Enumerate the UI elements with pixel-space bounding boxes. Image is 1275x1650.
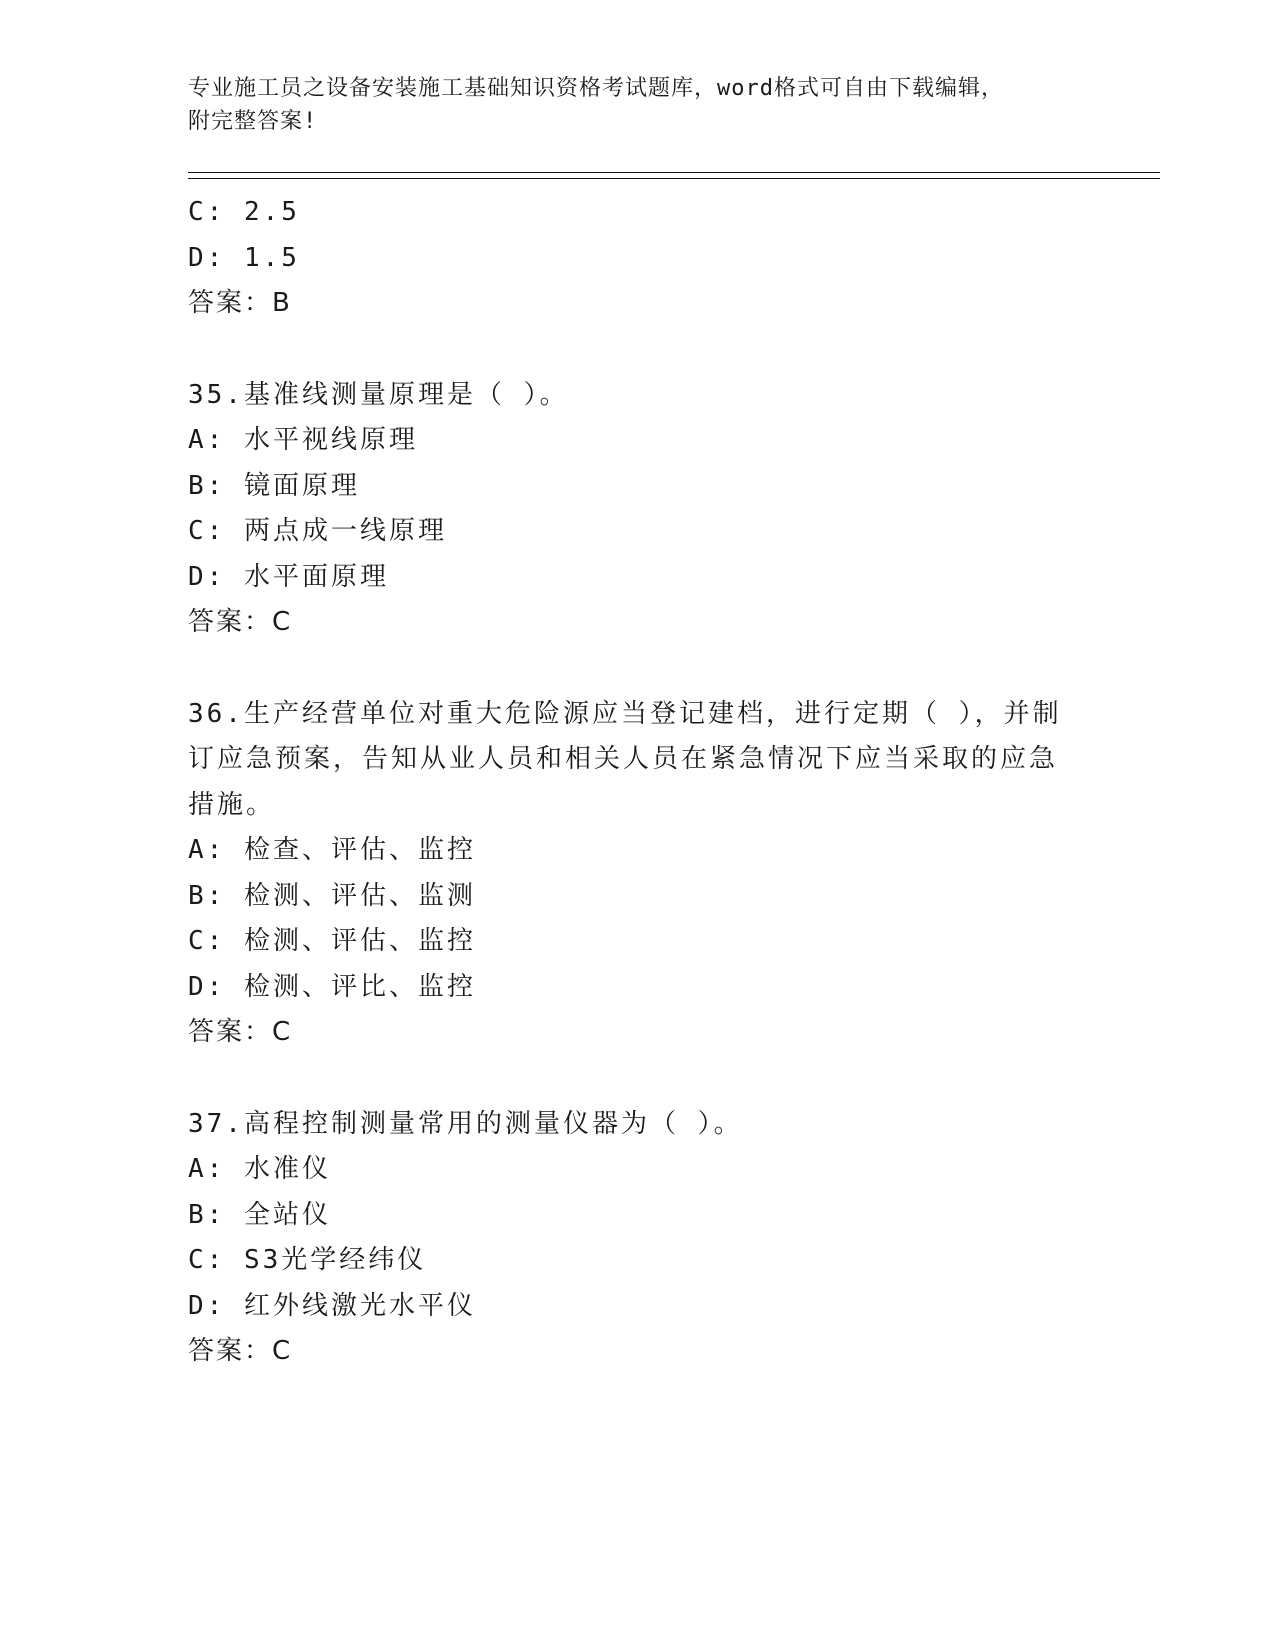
- option-label: C:: [188, 1245, 226, 1275]
- option-label: B:: [188, 470, 226, 501]
- option-label: D:: [188, 561, 226, 592]
- option-d: [188, 236, 1068, 282]
- answer-value: C: [272, 1336, 293, 1366]
- answer-label: 答案：: [188, 607, 273, 637]
- question-list: [188, 190, 1068, 1375]
- answer-value: B: [272, 288, 292, 318]
- option-b: [188, 874, 1068, 920]
- question-stem: [188, 692, 1068, 829]
- option-label: A:: [188, 425, 226, 455]
- option-a: [188, 418, 1068, 464]
- option-text: 水平视线原理: [243, 425, 418, 455]
- option-label: B:: [188, 1199, 226, 1230]
- option-d: [188, 965, 1068, 1011]
- option-d: [188, 555, 1068, 601]
- answer-line: [188, 600, 1068, 646]
- option-b: [188, 1193, 1068, 1239]
- option-label: C:: [188, 197, 226, 227]
- option-c: [188, 509, 1068, 555]
- answer-line: [188, 281, 1068, 327]
- option-c: [188, 1238, 1068, 1284]
- answer-line: [188, 1010, 1068, 1056]
- question-number: 37.: [188, 1108, 244, 1139]
- option-text: 检查、评估、监控: [243, 835, 476, 865]
- option-text: 2.5: [243, 197, 300, 227]
- question-text: 基准线测量原理是（ ）。: [243, 379, 569, 410]
- option-text: 水准仪: [243, 1154, 331, 1184]
- header-line-2: 附完整答案!: [188, 109, 318, 134]
- question-text: 生产经营单位对重大危险源应当登记建档，进行定期（ ），并制订应急预案，告知从业人员和相关人员在紧急情况下应当采取的应急措施。: [188, 698, 1062, 820]
- option-c: [188, 919, 1068, 965]
- option-text: 两点成一线原理: [243, 516, 447, 546]
- option-label: A:: [188, 1154, 226, 1184]
- option-text: 1.5: [243, 242, 300, 273]
- header-line-1: 专业施工员之设备安装施工基础知识资格考试题库，word格式可自由下载编辑，: [188, 76, 1004, 101]
- option-text: 全站仪: [243, 1199, 331, 1230]
- option-label: C:: [188, 926, 226, 956]
- option-label: A:: [188, 835, 226, 865]
- answer-label: 答案：: [188, 288, 273, 318]
- option-a: [188, 1147, 1068, 1193]
- answer-value: C: [272, 1017, 293, 1047]
- option-b: [188, 464, 1068, 510]
- option-c: [188, 190, 1068, 236]
- option-text: 检测、评比、监控: [243, 971, 476, 1002]
- option-text: 检测、评估、监控: [243, 926, 476, 956]
- option-label: D:: [188, 1290, 226, 1321]
- header-rule-bottom: [188, 178, 1160, 179]
- option-label: D:: [188, 242, 226, 273]
- question-number: 36.: [188, 698, 244, 729]
- question-number: 35.: [188, 379, 244, 410]
- option-label: B:: [188, 880, 226, 911]
- option-d: [188, 1284, 1068, 1330]
- option-text: 红外线激光水平仪: [243, 1290, 476, 1321]
- option-text: 检测、评估、监测: [243, 880, 476, 911]
- answer-value: C: [272, 607, 293, 637]
- question-36: [188, 692, 1068, 1056]
- option-a: [188, 828, 1068, 874]
- option-label: D:: [188, 971, 226, 1002]
- answer-line: [188, 1329, 1068, 1375]
- document-header: [188, 72, 1068, 138]
- answer-label: 答案：: [188, 1336, 273, 1366]
- answer-label: 答案：: [188, 1017, 273, 1047]
- question-37: [188, 1102, 1068, 1375]
- question-stem: [188, 1102, 1068, 1148]
- option-label: C:: [188, 516, 226, 546]
- option-text: S3光学经纬仪: [243, 1245, 427, 1275]
- question-35: [188, 373, 1068, 646]
- question-text: 高程控制测量常用的测量仪器为（ ）。: [243, 1108, 743, 1139]
- question-stem: [188, 373, 1068, 419]
- option-text: 镜面原理: [243, 470, 360, 501]
- prev-question-tail: [188, 190, 1068, 327]
- option-text: 水平面原理: [243, 561, 389, 592]
- header-rule-top: [188, 172, 1160, 173]
